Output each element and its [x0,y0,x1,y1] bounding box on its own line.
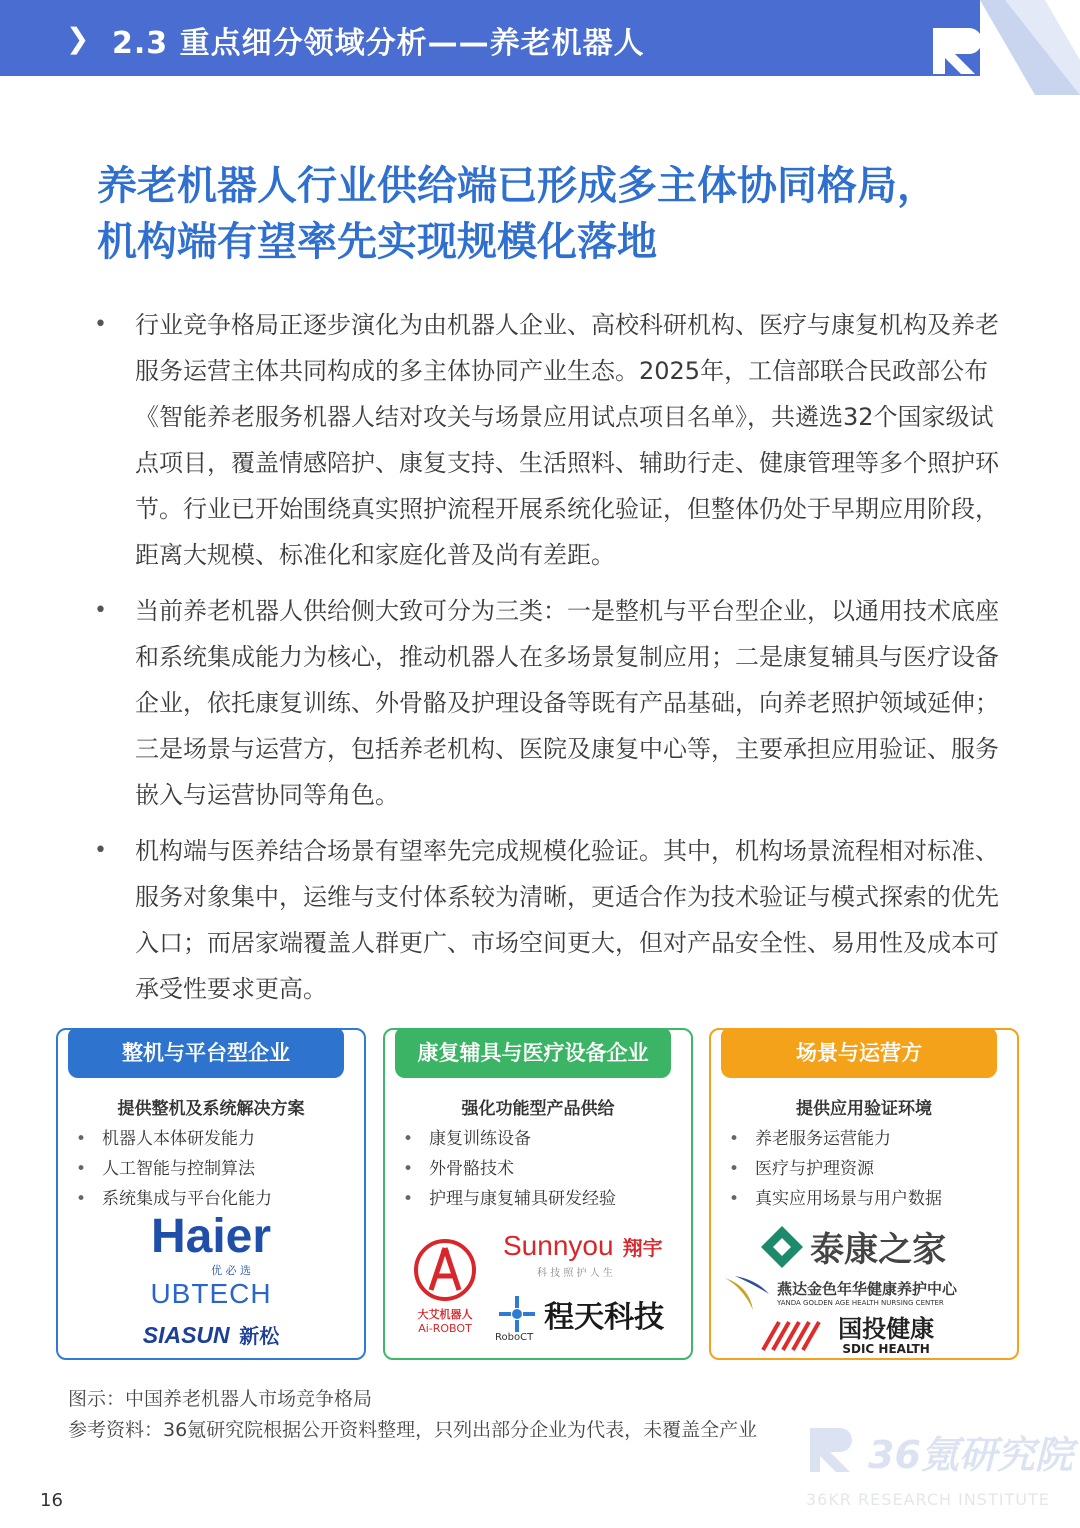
siasun-cn: 新松 [239,1324,280,1348]
siasun-wordmark: SIASUN [142,1322,230,1348]
card-item-list [76,1124,272,1214]
bullet-text: 行业竞争格局正逐步演化为由机器人企业、高校科研机构、医疗与康复机构及养老服务运营主体共同构成的多主体协同产业生态。2025年，工信部联合民政部公布《智能养老服务机器人结对攻关与场景应用试点项目名单》，共遴选32个国家级试点项目，覆盖情感陪护、康复支持、生活照料、辅助行走、健康管理等多个照护环节。行业已开始围绕真实照护流程开展系统化验证，但整体仍处于早期应用阶段，距离大规模、标准化和家庭化普及尚有差距。 [135,311,999,569]
sunnyou-logo [503,1230,689,1279]
bullet-list [90,302,1010,1022]
sunnyou-wordmark: Sunnyou [503,1230,614,1261]
robocт-logo [495,1292,691,1343]
watermark-logo-icon [806,1422,862,1478]
figure-source: 参考资料：36氪研究院根据公开资料整理，只列出部分企业为代表，未覆盖全产业 [68,1419,758,1441]
card-subtitle: 提供整机及系统解决方案 [117,1099,305,1119]
bullet-dot-icon: • [94,838,107,863]
sdic-stripes-icon [759,1318,833,1354]
sdic-text [838,1316,934,1356]
headline-line-2: 机构端有望率先实现规模化落地 [97,219,657,265]
yanda-en: YANDA GOLDEN AGE HEALTH NURSING CENTER [777,1299,944,1307]
card-item: • 外骨骼技术 [403,1154,616,1184]
card-rehab-medical-enterprises [383,1028,693,1360]
ai-robot-cn: 大艾机器人 [417,1308,473,1321]
haier-subtext: 优 必 选 [211,1264,251,1277]
card-title: 场景与运营方 [721,1028,997,1078]
robocт-cn: 程天科技 [544,1300,665,1335]
yanda-swoosh-icon [723,1272,773,1312]
haier-logo [58,1212,364,1278]
figure-title: 图示：中国养老机器人市场竞争格局 [68,1388,373,1410]
bullet-dot-icon: • [94,598,107,623]
36kr-logo-icon [925,0,1080,95]
watermark [806,1418,1073,1513]
haier-wordmark: Haier [150,1210,272,1263]
sdic-en: SDIC HEALTH [842,1342,930,1356]
taikang-wordmark: 泰康之家 [810,1230,947,1270]
robocт-en: RoboCT [495,1332,534,1343]
headline-line-1: 养老机器人行业供给端已形成多主体协同格局， [97,163,937,209]
sunnyou-tagline: 科 技 照 护 人 生 [537,1268,613,1279]
bullet-paragraph [90,302,1010,578]
bullet-text: 当前养老机器人供给侧大致可分为三类：一是整机与平台型企业，以通用技术底座和系统集成能力为核心，推动机器人在多场景复制应用；二是康复辅具与医疗设备企业，依托康复训练、外骨骼及护理设备等既有产品基础，向养老照护领域延伸；三是场景与运营方，包括养老机构、医院及康复中心等，主要承担应用验证、服务嵌入与运营协同等角色。 [135,597,999,809]
card-subtitle: 提供应用验证环境 [796,1099,932,1119]
card-platform-enterprises [56,1028,366,1360]
bullet-paragraph [90,828,1010,1012]
watermark-en: 36KR RESEARCH INSTITUTE [806,1490,1050,1509]
yanda-logo [723,1278,1017,1307]
taikang-diamond-icon [759,1224,805,1270]
card-item: • 医疗与护理资源 [729,1154,942,1184]
card-item: • 机器人本体研发能力 [76,1124,272,1154]
chevron-right-icon: ❯ [66,22,90,55]
card-item: • 人工智能与控制算法 [76,1154,272,1184]
page-headline [97,158,1017,270]
bullet-text: 机构端与医养结合场景有望率先完成规模化验证。其中，机构场景流程相对标准、服务对象集中，运维与支付体系较为清晰，更适合作为技术验证与模式探索的优先入口；而居家端覆盖人群更广、市场空间更大，但对产品安全性、易用性及成本可承受性要求更高。 [135,837,999,1003]
card-title: 康复辅具与医疗设备企业 [395,1028,671,1078]
page-number: 16 [40,1490,63,1511]
taikang-logo [759,1222,999,1271]
card-item: • 护理与康复辅具研发经验 [403,1184,616,1214]
ubtech-logo: UBTECH [150,1278,272,1309]
sdic-cn: 国投健康 [838,1315,935,1343]
card-item: • 养老服务运营能力 [729,1124,942,1154]
card-item: • 康复训练设备 [403,1124,616,1154]
watermark-cn: 36氪研究院 [868,1433,1073,1477]
figure-caption [68,1384,757,1446]
siasun-logo [58,1320,364,1349]
card-item: • 系统集成与平台化能力 [76,1184,272,1214]
sunnyou-cn: 翔宇 [622,1236,663,1260]
robocт-star-icon [495,1294,539,1334]
bullet-dot-icon: • [94,312,107,337]
header-bar [0,0,1080,76]
yanda-cn: 燕达金色年华健康养护中心 [777,1280,958,1298]
bullet-paragraph [90,588,1010,818]
section-title: 2.3 重点细分领域分析——养老机器人 [112,26,645,61]
card-item: • 真实应用场景与用户数据 [729,1184,942,1214]
card-item-list [403,1124,616,1214]
card-scenario-operators [709,1028,1019,1360]
ai-robot-emblem-icon [413,1238,477,1302]
card-item-list [729,1124,942,1214]
ai-robot-logo [407,1238,483,1335]
card-subtitle: 强化功能型产品供给 [461,1099,615,1119]
ai-robot-en: Ai-ROBOT [418,1322,472,1335]
sdic-logo [759,1316,1009,1356]
card-title: 整机与平台型企业 [68,1028,344,1078]
